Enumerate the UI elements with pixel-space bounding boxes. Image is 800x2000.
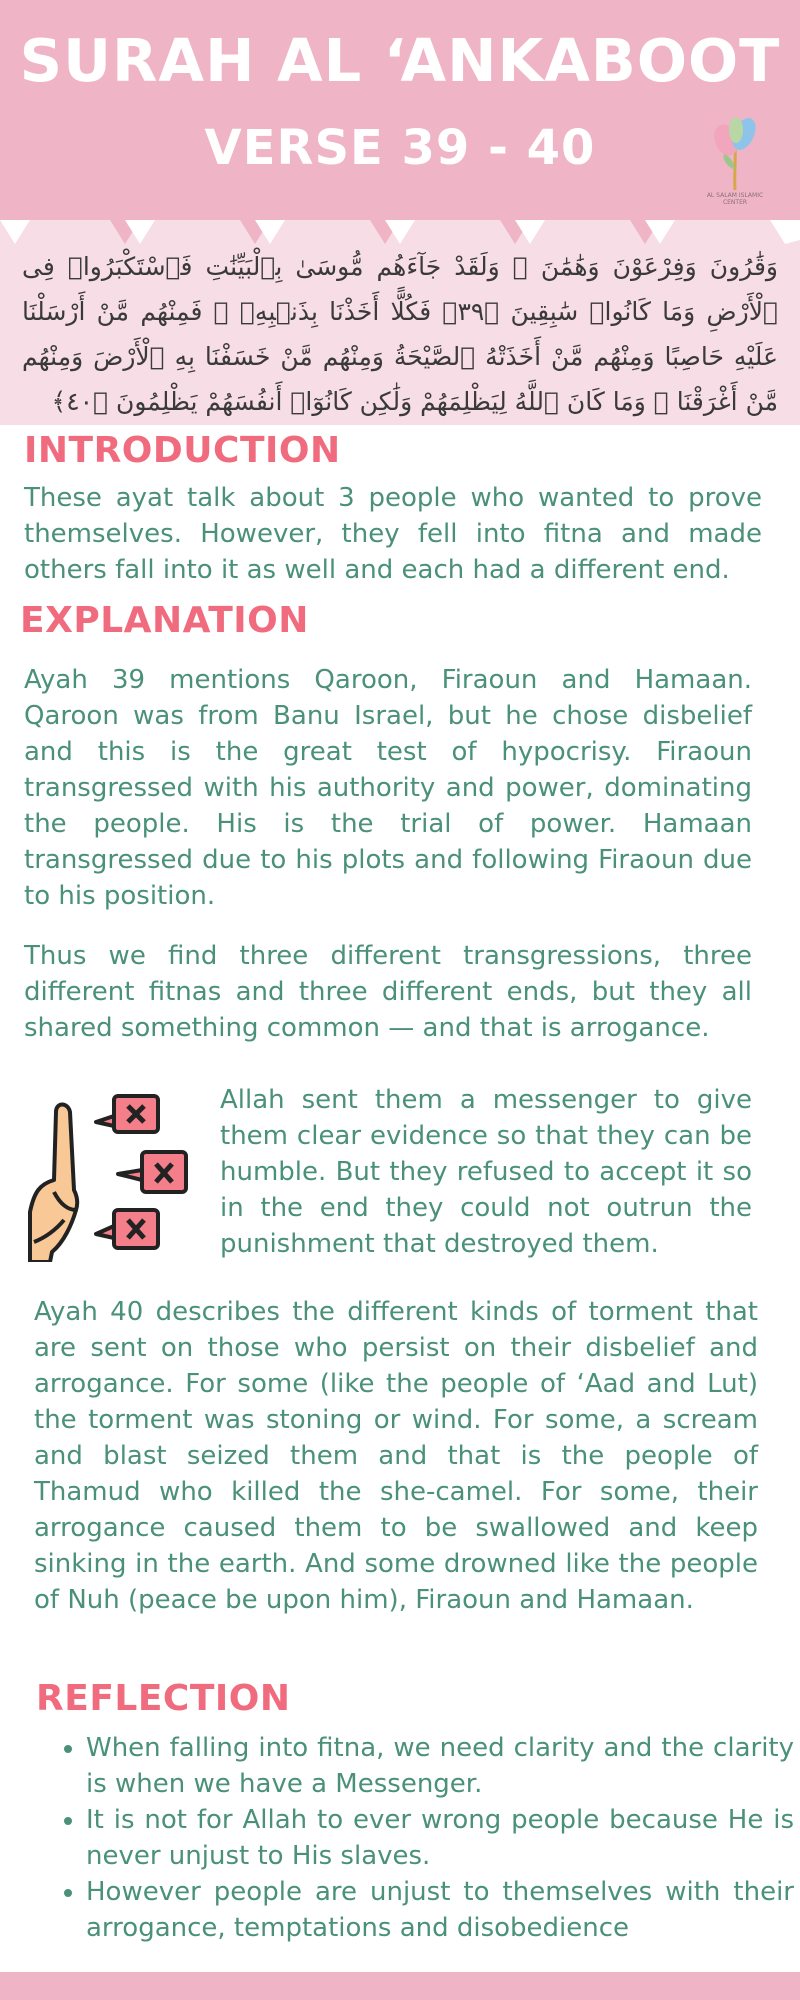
logo <box>700 110 770 206</box>
explanation-paragraph-4: Ayah 40 describes the different kinds of torment that are sent on those who persist on their disbelief and arrogance. For some (like the people of ‘Aad and Lut) the torment was stoning or wind. For some, a scream and blast seized them and that is the people of Thamud who killed the she-camel. For some, their arrogance caused them to be swallowed and keep sinking in the earth. And some drowned like the people of Nuh (peace be upon him), Firaoun and Hamaan. <box>34 1297 758 1615</box>
reflection-item: • However people are unjust to themselves with their arrogance, temptations and disobedience <box>86 1874 794 1946</box>
explanation-paragraph-1: Ayah 39 mentions Qaroon, Firaoun and Hamaan. Qaroon was from Banu Israel, but he chose disbelief and this is the great test of hypocrisy. Firaoun transgressed with his authority and power, dominating the people. His is the trial of power. Hamaan transgressed due to his plots and following Firaoun due to his position. <box>24 665 752 911</box>
introduction-text: These ayat talk about 3 people who wanted to prove themselves. However, they fell into fitna and made others fall into it as well and each had a different end. <box>24 483 762 585</box>
page-subtitle: VERSE 39 - 40 <box>204 120 596 176</box>
page-title: SURAH AL ‘ANKABOOT <box>19 26 781 95</box>
explanation-paragraph-2: Thus we find three different transgressions, three different fitnas and three different ends, but they all shared something common — and that is arrogance. <box>24 941 752 1043</box>
zigzag-divider <box>0 210 800 246</box>
rejected-speech-bubbles-icon <box>96 1096 186 1248</box>
hand-stop-icon <box>24 1092 196 1262</box>
reflection-item: • It is not for Allah to ever wrong people because He is never unjust to His slaves. <box>86 1802 794 1874</box>
header-banner <box>0 0 800 210</box>
verse-section <box>0 210 800 425</box>
explanation-paragraph-3: Allah sent them a messenger to give them clear evidence so that they can be humble. But they refused to accept it so in the end they could not outrun the punishment that destroyed them. <box>220 1085 752 1259</box>
reflection-item: • When falling into fitna, we need clarity and the clarity is when we have a Messenger. <box>86 1730 794 1802</box>
explanation-heading: EXPLANATION <box>20 600 309 641</box>
footer-bar <box>0 1972 800 2000</box>
reflection-heading: REFLECTION <box>36 1678 291 1719</box>
quran-verse-text: وَقَٰرُونَ وَفِرْعَوْنَ وَهَٰمَٰنَ ۖ وَلَقَدْ جَآءَهُم مُّوسَىٰ بِٱلْبَيِّنَٰتِ فَٱسْتَكْبَرُوا۟ فِى ٱلْأَرْضِ وَمَا كَانُوا۟ سَٰبِقِينَ ﴿٣٩﴾ فَكُلًّا أَخَذْنَا بِذَنۢبِهِۦ ۖ فَمِنْهُم مَّنْ أَرْسَلْنَا عَلَيْهِ حَاصِبًا وَمِنْهُم مَّنْ أَخَذَتْهُ ٱلصَّيْحَةُ وَمِنْهُم مَّنْ خَسَفْنَا بِهِ ٱلْأَرْضَ وَمِنْهُم مَّنْ أَغْرَقْنَا ۚ وَمَا كَانَ ٱللَّهُ لِيَظْلِمَهُمْ وَلَٰكِن كَانُوٓا۟ أَنفُسَهُمْ يَظْلِمُونَ ﴿٤٠﴾ <box>22 252 778 416</box>
logo-text: AL SALAM ISLAMIC CENTER <box>706 192 764 206</box>
logo-flower-icon <box>700 110 770 192</box>
reflection-list <box>58 1730 794 1946</box>
introduction-heading: INTRODUCTION <box>24 430 341 471</box>
